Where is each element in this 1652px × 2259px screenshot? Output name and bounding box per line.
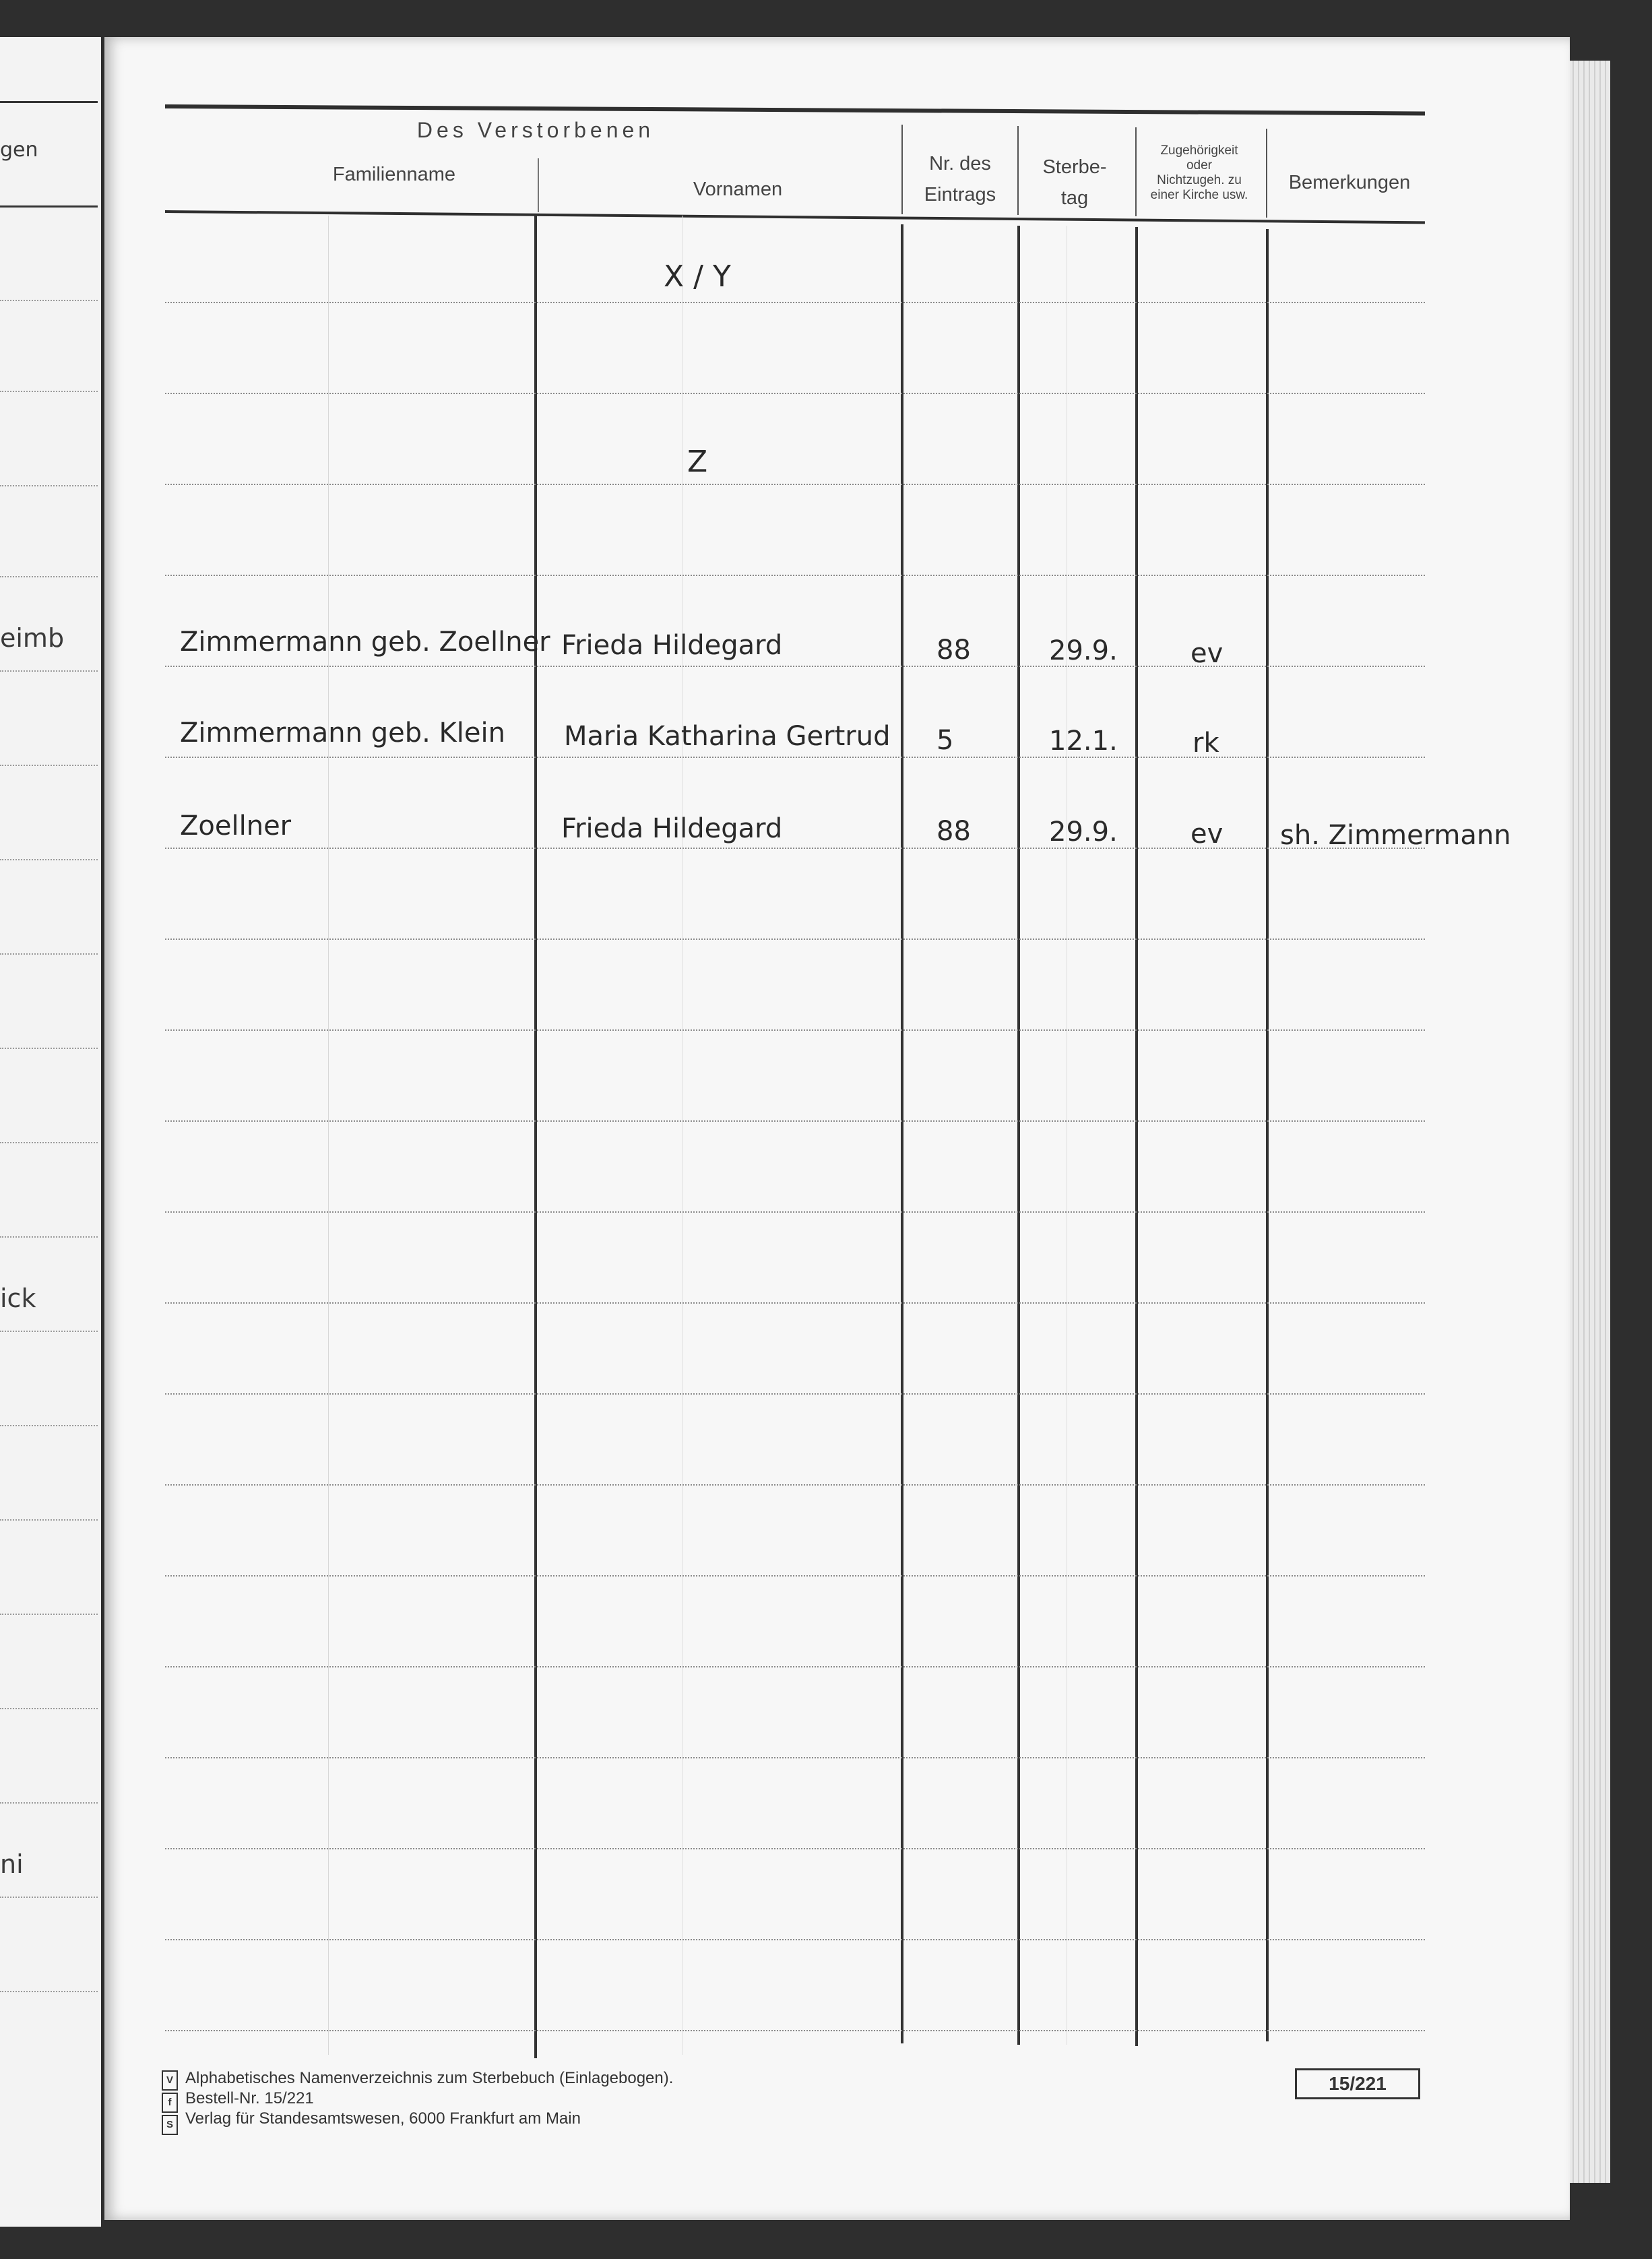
left-page-rule (0, 953, 98, 955)
entry-number: 5 (936, 725, 954, 756)
publisher-logo-letter: V (162, 2070, 178, 2091)
row-rule (165, 302, 1425, 303)
left-page-rule (0, 1048, 98, 1049)
left-page-rule (0, 485, 98, 486)
row-rule (165, 2030, 1425, 2031)
entry-church: rk (1193, 728, 1219, 759)
header-church-line: einer Kirche usw. (1150, 188, 1248, 202)
row-rule (165, 1211, 1425, 1213)
header-surname: Familienname (332, 164, 456, 185)
left-page-rule (0, 300, 98, 301)
left-page-rule (0, 101, 98, 103)
column-line (901, 224, 903, 2043)
publisher-logo (162, 2070, 177, 2137)
header-entry-number-line: Eintrags (924, 184, 996, 205)
row-rule (165, 1302, 1425, 1304)
row-rule (165, 1575, 1425, 1577)
row-rule (165, 757, 1425, 758)
header-death-day (1017, 152, 1132, 214)
footer-line: Bestell-Nr. 15/221 (185, 2089, 314, 2107)
header-entry-number-line: Nr. des (929, 153, 991, 174)
row-rule (165, 938, 1425, 940)
row-rule (165, 575, 1425, 576)
left-page-rule (0, 1708, 98, 1709)
header-divider (1135, 127, 1137, 216)
guide-line (328, 216, 329, 2055)
header-divider (901, 125, 903, 214)
left-page-rule (0, 1425, 98, 1426)
left-page-rule (0, 1802, 98, 1804)
publisher-logo-letter: f (162, 2093, 178, 2113)
row-rule (165, 393, 1425, 394)
column-line (1135, 227, 1138, 2046)
left-page-rule (0, 670, 98, 672)
entry-number: 88 (936, 635, 971, 666)
entry-given-names: Frieda Hildegard (561, 630, 783, 661)
left-page-rule (0, 576, 98, 577)
left-page-rule (0, 859, 98, 860)
header-given-names: Vornamen (693, 179, 783, 200)
row-rule (165, 1666, 1425, 1667)
entry-surname: Zimmermann geb. Zoellner (180, 627, 550, 658)
guide-line (682, 216, 683, 2055)
left-page-rule (0, 1991, 98, 1992)
entry-church: ev (1190, 819, 1224, 850)
section-letter-z: Z (687, 445, 708, 479)
row-rule (165, 1848, 1425, 1849)
left-page-rule (0, 1897, 98, 1898)
entry-number: 88 (936, 816, 971, 847)
header-divider (538, 158, 539, 212)
column-line (1017, 226, 1020, 2045)
register-page (104, 37, 1570, 2220)
row-rule (165, 1484, 1425, 1486)
row-rule (165, 1393, 1425, 1395)
footer-line: Alphabetisches Namenverzeichnis zum Sterbebuch (Einlagebogen). (185, 2069, 674, 2087)
row-rule (165, 1939, 1425, 1940)
header-church-affiliation (1135, 144, 1263, 203)
left-page-rule (0, 1142, 98, 1143)
header-divider (1266, 129, 1267, 218)
row-rule (165, 666, 1425, 667)
entry-death-day: 29.9. (1049, 635, 1118, 666)
entry-surname: Zoellner (180, 810, 292, 841)
footer-imprint (185, 2068, 673, 2129)
left-page-rule (0, 1236, 98, 1238)
header-entry-number (903, 148, 1017, 210)
header-death-day-line: tag (1060, 187, 1089, 209)
row-rule (165, 848, 1425, 849)
left-page-rule (0, 1614, 98, 1615)
header-church-line: Nichtzugeh. zu (1157, 173, 1242, 187)
left-page-fragment: eimb (0, 623, 65, 653)
entry-remarks: sh. Zimmermann (1280, 820, 1511, 851)
entry-church: ev (1190, 638, 1224, 669)
row-rule (165, 1120, 1425, 1122)
header-church-line: Zugehörigkeit (1160, 144, 1238, 158)
left-page-rule (0, 391, 98, 392)
column-line (1266, 229, 1269, 2041)
entry-given-names: Frieda Hildegard (561, 813, 783, 844)
header-death-day-line: Sterbe- (1042, 156, 1107, 178)
left-page-fragment: ni (0, 1849, 24, 1879)
left-page-fragment: ick (0, 1283, 36, 1313)
left-facing-page (0, 37, 101, 2227)
row-rule (165, 1757, 1425, 1758)
entry-death-day: 29.9. (1049, 817, 1118, 848)
left-page-rule (0, 205, 98, 208)
row-rule (165, 484, 1425, 485)
section-letter-xy: X / Y (664, 259, 731, 294)
entry-death-day: 12.1. (1049, 726, 1118, 757)
left-page-rule (0, 765, 98, 766)
left-page-rule (0, 1519, 98, 1521)
header-divider (1017, 126, 1019, 215)
row-rule (165, 1029, 1425, 1031)
entry-given-names: Maria Katharina Gertrud (564, 721, 891, 752)
form-number-box: 15/221 (1295, 2068, 1420, 2099)
header-bottom-rule (165, 210, 1425, 224)
left-page-fragment: gen (0, 138, 38, 162)
entry-surname: Zimmermann geb. Klein (180, 718, 505, 749)
column-line (534, 216, 537, 2058)
publisher-logo-letter: S (162, 2115, 178, 2135)
footer-line: Verlag für Standesamtswesen, 6000 Frankfurt am Main (185, 2109, 581, 2128)
header-group-label: Des Verstorbenen (416, 118, 655, 142)
header-church-line: oder (1186, 158, 1213, 172)
header-remarks: Bemerkungen (1288, 172, 1411, 193)
header-top-rule (165, 104, 1425, 115)
left-page-rule (0, 1331, 98, 1332)
